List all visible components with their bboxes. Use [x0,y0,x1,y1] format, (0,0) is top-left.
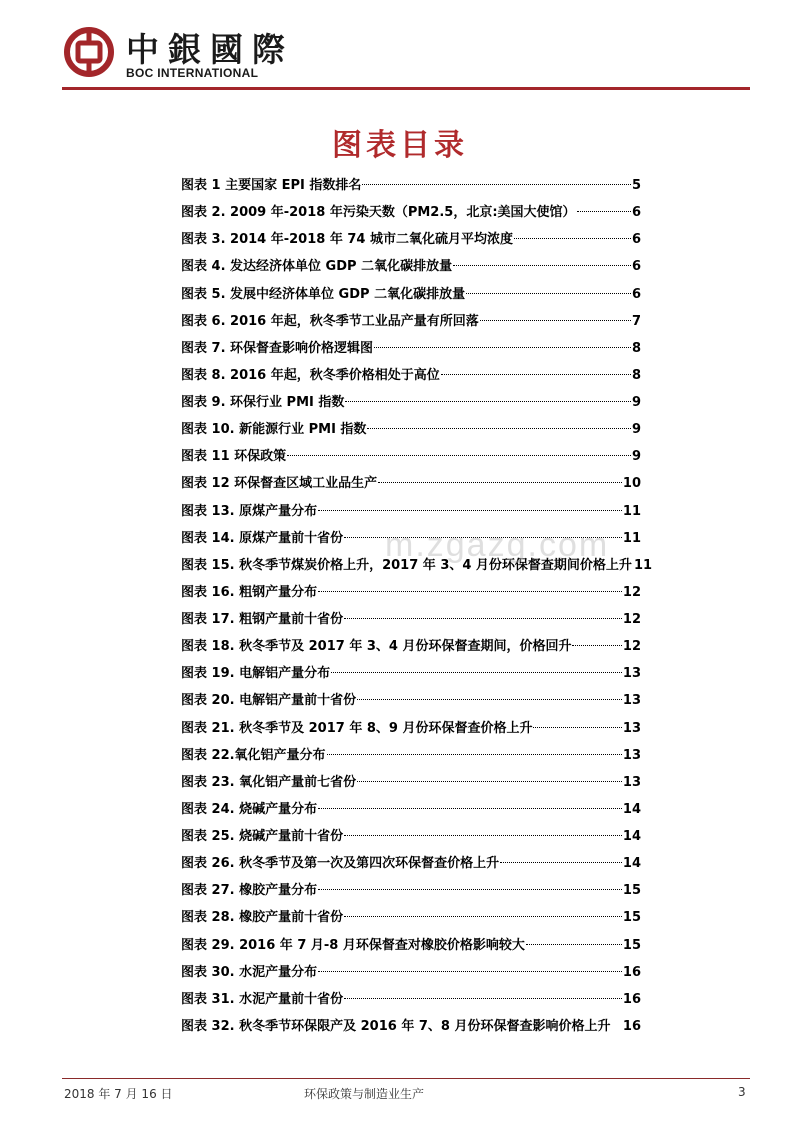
brand-name-en: BOC INTERNATIONAL [126,66,259,80]
toc-entry-label: 图表 32. 秋冬季节环保限产及 2016 年 7、8 月份环保督查影响价格上升 [181,1018,611,1034]
toc-leader-dots [318,799,622,809]
toc-entry[interactable] [181,226,641,253]
toc-entry[interactable] [181,796,641,823]
toc-leader-dots [345,392,631,402]
toc-entry[interactable] [181,823,641,850]
toc-entry-page: 15 [622,883,641,899]
toc-entry[interactable] [181,1013,641,1040]
toc-leader-dots [327,745,622,755]
toc-entry-label: 图表 3. 2014 年-2018 年 74 城市二氧化硫月平均浓度 [181,232,513,248]
toc-entry-page: 6 [631,205,641,221]
toc-leader-dots [357,690,622,700]
toc-entry-page: 16 [622,964,641,980]
toc-entry-page: 12 [622,612,641,627]
toc-entry-label: 图表 4. 发达经济体单位 GDP 二氧化碳排放量 [181,259,453,275]
toc-entry[interactable] [181,715,641,742]
toc-entry[interactable] [181,199,641,226]
brand-name-cn: 中銀國際 [126,30,294,69]
toc-leader-dots [466,284,631,294]
toc-entry-label: 图表 26. 秋冬季节及第一次及第四次环保督查价格上升 [181,856,500,872]
toc-entry-label: 图表 10. 新能源行业 PMI 指数 [181,422,367,438]
toc-entry[interactable] [181,498,641,525]
toc-entry-page: 13 [622,774,641,790]
toc-entry[interactable] [181,579,641,606]
toc-entry[interactable] [181,362,641,389]
toc-entry-label: 图表 15. 秋冬季节煤炭价格上升，2017 年 3、4 月份环保督查期间价格上升 [181,557,632,573]
toc-entry-label: 图表 12 环保督查区域工业品生产 [181,476,378,492]
toc-entry[interactable] [181,606,641,633]
boc-logo [64,24,304,84]
toc-entry[interactable] [181,769,641,796]
toc-entry-label: 图表 8. 2016 年起，秋冬季价格相处于高位 [181,367,440,383]
toc-entry-page: 11 [622,503,641,519]
toc-leader-dots [344,826,622,836]
figure-index-list [181,172,653,1040]
toc-leader-dots [500,853,622,863]
toc-entry[interactable] [181,335,641,362]
toc-leader-dots [378,473,622,483]
toc-leader-dots [533,718,621,728]
toc-leader-dots [480,311,631,321]
toc-entry[interactable] [181,742,641,769]
toc-leader-dots [367,419,631,429]
toc-leader-dots [514,229,631,239]
toc-entry[interactable] [181,660,641,687]
toc-leader-dots [331,663,622,673]
toc-leader-dots [441,365,631,375]
toc-entry-page: 8 [631,367,641,383]
toc-entry-page: 7 [631,313,641,329]
toc-leader-dots [577,202,631,212]
toc-entry[interactable] [181,281,641,308]
toc-entry-label: 图表 27. 橡胶产量分布 [181,883,318,899]
toc-leader-dots [287,446,631,456]
toc-entry-label: 图表 1 主要国家 EPI 指数排名 [181,178,362,193]
toc-entry-page: 13 [622,720,641,736]
toc-entry-page: 9 [631,422,641,438]
footer-page-number: 3 [738,1085,746,1099]
toc-entry[interactable] [181,932,641,959]
toc-entry-label: 图表 16. 粗钢产量分布 [181,584,318,600]
toc-entry-page: 5 [631,178,641,193]
toc-entry-label: 图表 25. 烧碱产量前十省份 [181,829,344,844]
toc-entry-page: 11 [622,530,641,546]
toc-entry-page: 14 [622,856,641,872]
toc-entry-label: 图表 17. 粗钢产量前十省份 [181,612,344,627]
toc-entry[interactable] [181,443,641,470]
toc-entry-page: 13 [622,666,641,682]
toc-entry-page: 16 [622,991,641,1007]
toc-entry-label: 图表 9. 环保行业 PMI 指数 [181,395,345,410]
toc-entry-page: 6 [631,232,641,248]
footer-date: 2018 年 7 月 16 日 [64,1087,173,1101]
toc-entry[interactable] [181,172,641,199]
toc-entry[interactable] [181,986,641,1013]
toc-entry-page: 9 [631,395,641,410]
toc-leader-dots [344,907,622,917]
toc-entry-label: 图表 2. 2009 年-2018 年污染天数（PM2.5，北京:美国大使馆） [181,205,576,221]
toc-entry-label: 图表 19. 电解铝产量分布 [181,666,331,682]
toc-entry-label: 图表 24. 烧碱产量分布 [181,801,318,817]
toc-entry-label: 图表 5. 发展中经济体单位 GDP 二氧化碳排放量 [181,286,466,302]
toc-leader-dots [453,256,631,266]
toc-entry-label: 图表 31. 水泥产量前十省份 [181,991,344,1007]
toc-leader-dots [318,880,622,890]
toc-entry-label: 图表 11 环保政策 [181,449,287,465]
toc-entry[interactable] [181,253,641,280]
toc-entry-page: 15 [622,910,641,926]
toc-leader-dots [318,501,622,511]
toc-leader-dots [357,772,622,782]
toc-leader-dots [572,636,621,646]
toc-entry-page: 13 [622,747,641,763]
toc-entry-label: 图表 6. 2016 年起，秋冬季节工业品产量有所回落 [181,313,479,329]
toc-leader-dots [611,1017,621,1026]
watermark: m.zgazg.com [385,526,610,564]
toc-entry-page: 9 [631,449,641,465]
toc-entry-label: 图表 18. 秋冬季节及 2017 年 3、4 月份环保督查期间，价格回升 [181,639,572,655]
toc-entry-page: 6 [631,286,641,302]
boc-emblem-icon [64,27,114,77]
toc-entry[interactable] [181,850,641,877]
toc-entry-page: 16 [622,1018,641,1034]
toc-leader-dots [344,609,622,619]
toc-entry-page: 6 [631,259,641,275]
toc-leader-dots [344,989,622,999]
toc-entry[interactable] [181,904,641,931]
toc-entry-label: 图表 14. 原煤产量前十省份 [181,530,344,546]
toc-entry[interactable] [181,552,653,579]
toc-entry-label: 图表 28. 橡胶产量前十省份 [181,910,344,926]
toc-entry[interactable] [181,633,641,660]
toc-entry[interactable] [181,877,641,904]
toc-leader-dots [318,962,622,972]
toc-entry-page: 12 [622,584,641,600]
toc-entry-page: 14 [622,829,641,844]
toc-entry-label: 图表 13. 原煤产量分布 [181,503,318,519]
toc-entry-label: 图表 23. 氧化铝产量前七省份 [181,774,357,790]
toc-entry-page: 11 [633,557,653,573]
toc-entry-label: 图表 21. 秋冬季节及 2017 年 8、9 月份环保督查价格上升 [181,720,533,736]
toc-entry-page: 14 [622,801,641,817]
page-title: 图表目录 [332,128,468,163]
footer-divider [62,1078,750,1079]
toc-leader-dots [374,338,631,348]
toc-entry-page: 15 [622,937,641,953]
toc-entry-label: 图表 30. 水泥产量分布 [181,964,318,980]
toc-entry-page: 12 [622,639,641,655]
toc-leader-dots [318,582,622,592]
footer-doc-title: 环保政策与制造业生产 [304,1087,425,1101]
toc-leader-dots [526,935,622,945]
toc-entry-label: 图表 29. 2016 年 7 月-8 月环保督查对橡胶价格影响较大 [181,937,525,953]
toc-entry-page: 13 [622,693,641,709]
toc-entry-label: 图表 7. 环保督查影响价格逻辑图 [181,340,374,356]
toc-entry[interactable] [181,687,641,714]
toc-leader-dots [344,528,622,538]
toc-entry[interactable] [181,308,641,335]
toc-entry-label: 图表 20. 电解铝产量前十省份 [181,693,357,709]
toc-leader-dots [362,175,631,185]
toc-entry-page: 8 [631,340,641,356]
toc-entry[interactable] [181,416,641,443]
toc-entry[interactable] [181,389,641,416]
toc-entry-page: 10 [622,476,641,492]
toc-entry[interactable] [181,470,641,497]
toc-entry-label: 图表 22.氧化铝产量分布 [181,747,326,763]
header-divider [62,87,750,90]
toc-entry[interactable] [181,525,641,552]
toc-entry[interactable] [181,959,641,986]
